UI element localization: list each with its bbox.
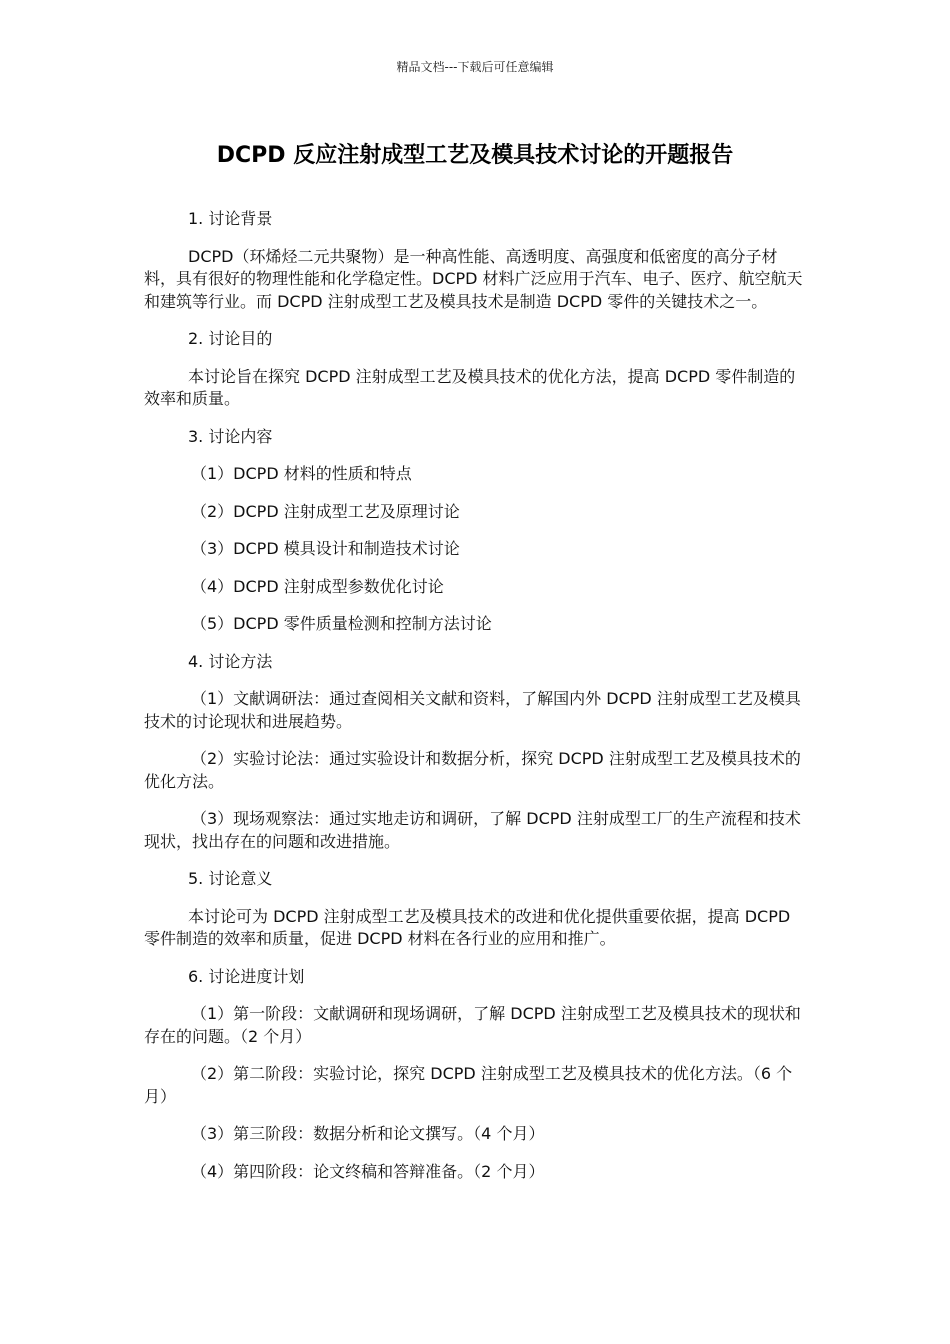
list-item: （1）DCPD 材料的性质和特点	[191, 464, 412, 483]
list-item: （1）第一阶段：文献调研和现场调研，了解 DCPD 注射成型工艺及模具技术的现状和存在的问题。（2 个月）	[144, 1004, 801, 1046]
section-heading-background: 1. 讨论背景	[188, 209, 273, 228]
list-item: （3）DCPD 模具设计和制造技术讨论	[191, 539, 460, 558]
section-paragraph-purpose: 本讨论旨在探究 DCPD 注射成型工艺及模具技术的优化方法，提高 DCPD 零件制造的效率和质量。	[144, 366, 796, 408]
list-item: （4）DCPD 注射成型参数优化讨论	[191, 576, 444, 596]
list-item: （3）第三阶段：数据分析和论文撰写。（4 个月）	[191, 1124, 545, 1143]
list-item: （1）文献调研法：通过查阅相关文献和资料，了解国内外 DCPD 注射成型工艺及模具技术的讨论现状和进展趋势。	[144, 689, 801, 731]
section-paragraph-significance: 本讨论可为 DCPD 注射成型工艺及模具技术的改进和优化提供重要依据，提高 DCPD 零件制造的效率和质量，促进 DCPD 材料在各行业的应用和推广。	[144, 906, 791, 948]
list-item: （3）现场观察法：通过实地走访和调研，了解 DCPD 注射成型工厂的生产流程和技术现状，找出存在的问题和改进措施。	[144, 809, 801, 851]
document-title: DCPD 反应注射成型工艺及模具技术讨论的开题报告	[216, 143, 734, 168]
list-item: （2）DCPD 注射成型工艺及原理讨论	[191, 501, 460, 521]
section-heading-method: 4. 讨论方法	[188, 651, 273, 671]
section-heading-purpose: 2. 讨论目的	[188, 329, 273, 348]
page-header: 精品文档---下载后可任意编辑	[396, 60, 554, 74]
list-item: （4）第四阶段：论文终稿和答辩准备。（2 个月）	[191, 1161, 545, 1181]
document-body	[144, 208, 804, 1198]
section-heading-content: 3. 讨论内容	[188, 426, 273, 446]
section-paragraph-background: DCPD（环烯烃二元共聚物）是一种高性能、高透明度、高强度和低密度的高分子材料，具有很好的物理性能和化学稳定性。DCPD 材料广泛应用于汽车、电子、医疗、航空航天和建筑等行业。而 DCPD 注射成型工艺及模具技术是制造 DCPD 零件的关键技术之一。	[144, 246, 803, 311]
list-item: （5）DCPD 零件质量检测和控制方法讨论	[191, 614, 492, 633]
list-item: （2）第二阶段：实验讨论，探究 DCPD 注射成型工艺及模具技术的优化方法。（6 个月）	[144, 1064, 793, 1106]
list-item: （2）实验讨论法：通过实验设计和数据分析，探究 DCPD 注射成型工艺及模具技术的优化方法。	[144, 749, 801, 791]
section-heading-schedule: 6. 讨论进度计划	[188, 966, 305, 986]
section-heading-significance: 5. 讨论意义	[188, 869, 273, 888]
